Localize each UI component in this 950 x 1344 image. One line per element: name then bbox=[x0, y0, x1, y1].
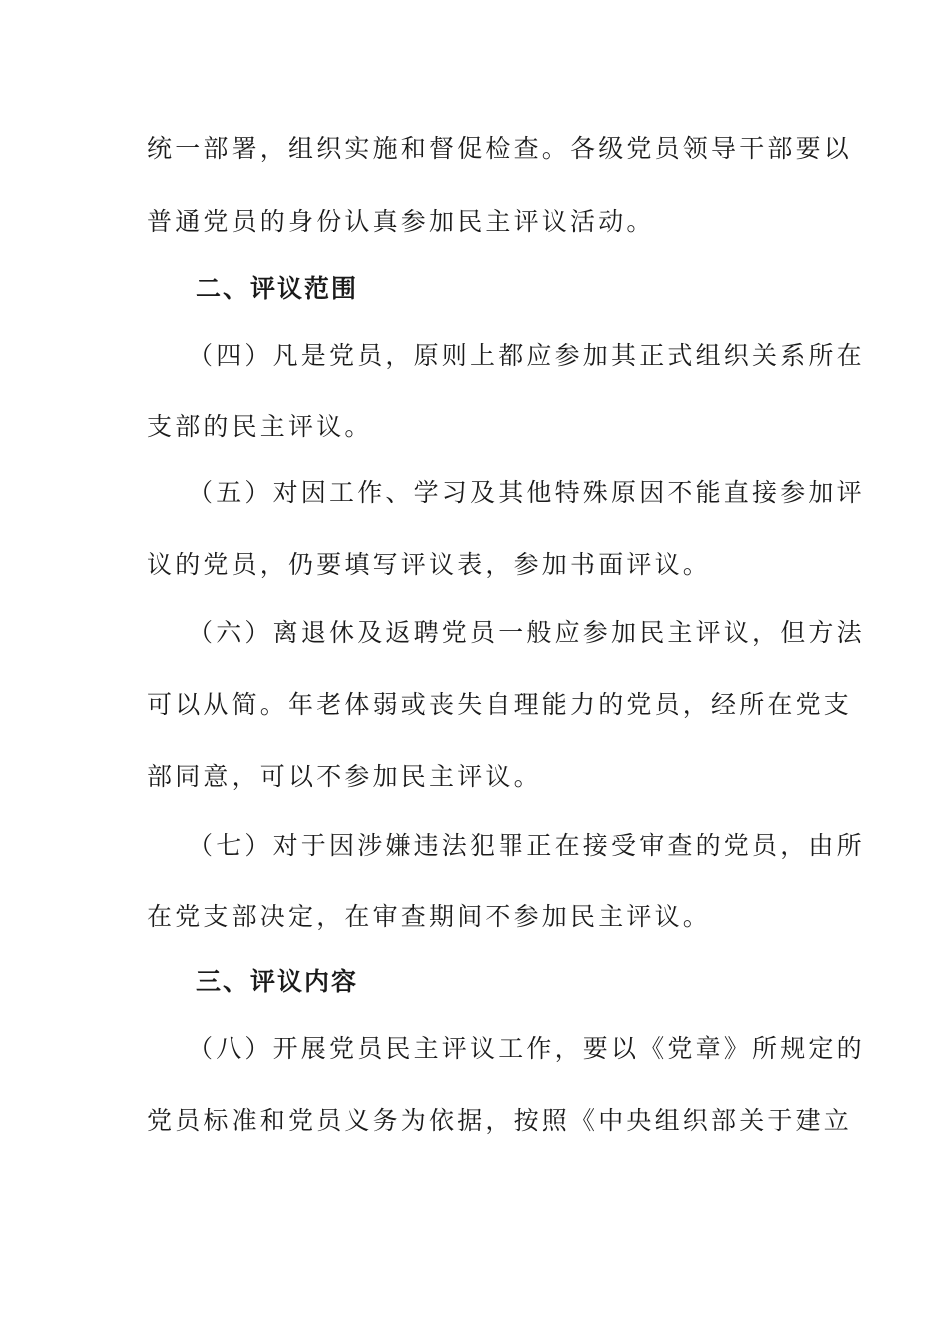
paragraph-line: （八）开展党员民主评议工作，要以《党章》所规定的 bbox=[188, 1034, 865, 1063]
paragraph-line: 支部的民主评议。 bbox=[147, 412, 373, 441]
paragraph-line: （六）离退休及返聘党员一般应参加民主评议，但方法 bbox=[188, 618, 865, 647]
paragraph-line: （五）对因工作、学习及其他特殊原因不能直接参加评 bbox=[188, 478, 865, 507]
paragraph-line: 普通党员的身份认真参加民主评议活动。 bbox=[147, 207, 655, 236]
paragraph-line: 统一部署，组织实施和督促检查。各级党员领导干部要以 bbox=[147, 134, 853, 163]
paragraph-line: 可以从简。年老体弱或丧失自理能力的党员，经所在党支 bbox=[147, 690, 853, 719]
paragraph-line: （四）凡是党员，原则上都应参加其正式组织关系所在 bbox=[188, 341, 865, 370]
paragraph-line: 议的党员，仍要填写评议表，参加书面评议。 bbox=[147, 550, 712, 579]
paragraph-line: （七）对于因涉嫌违法犯罪正在接受审查的党员，由所 bbox=[188, 831, 865, 860]
paragraph-line: 部同意，可以不参加民主评议。 bbox=[147, 762, 542, 791]
section-heading: 二、评议范围 bbox=[196, 274, 359, 303]
paragraph-line: 党员标准和党员义务为依据，按照《中央组织部关于建立 bbox=[147, 1106, 853, 1135]
paragraph-line: 在党支部决定，在审查期间不参加民主评议。 bbox=[147, 902, 712, 931]
section-heading: 三、评议内容 bbox=[196, 967, 359, 996]
